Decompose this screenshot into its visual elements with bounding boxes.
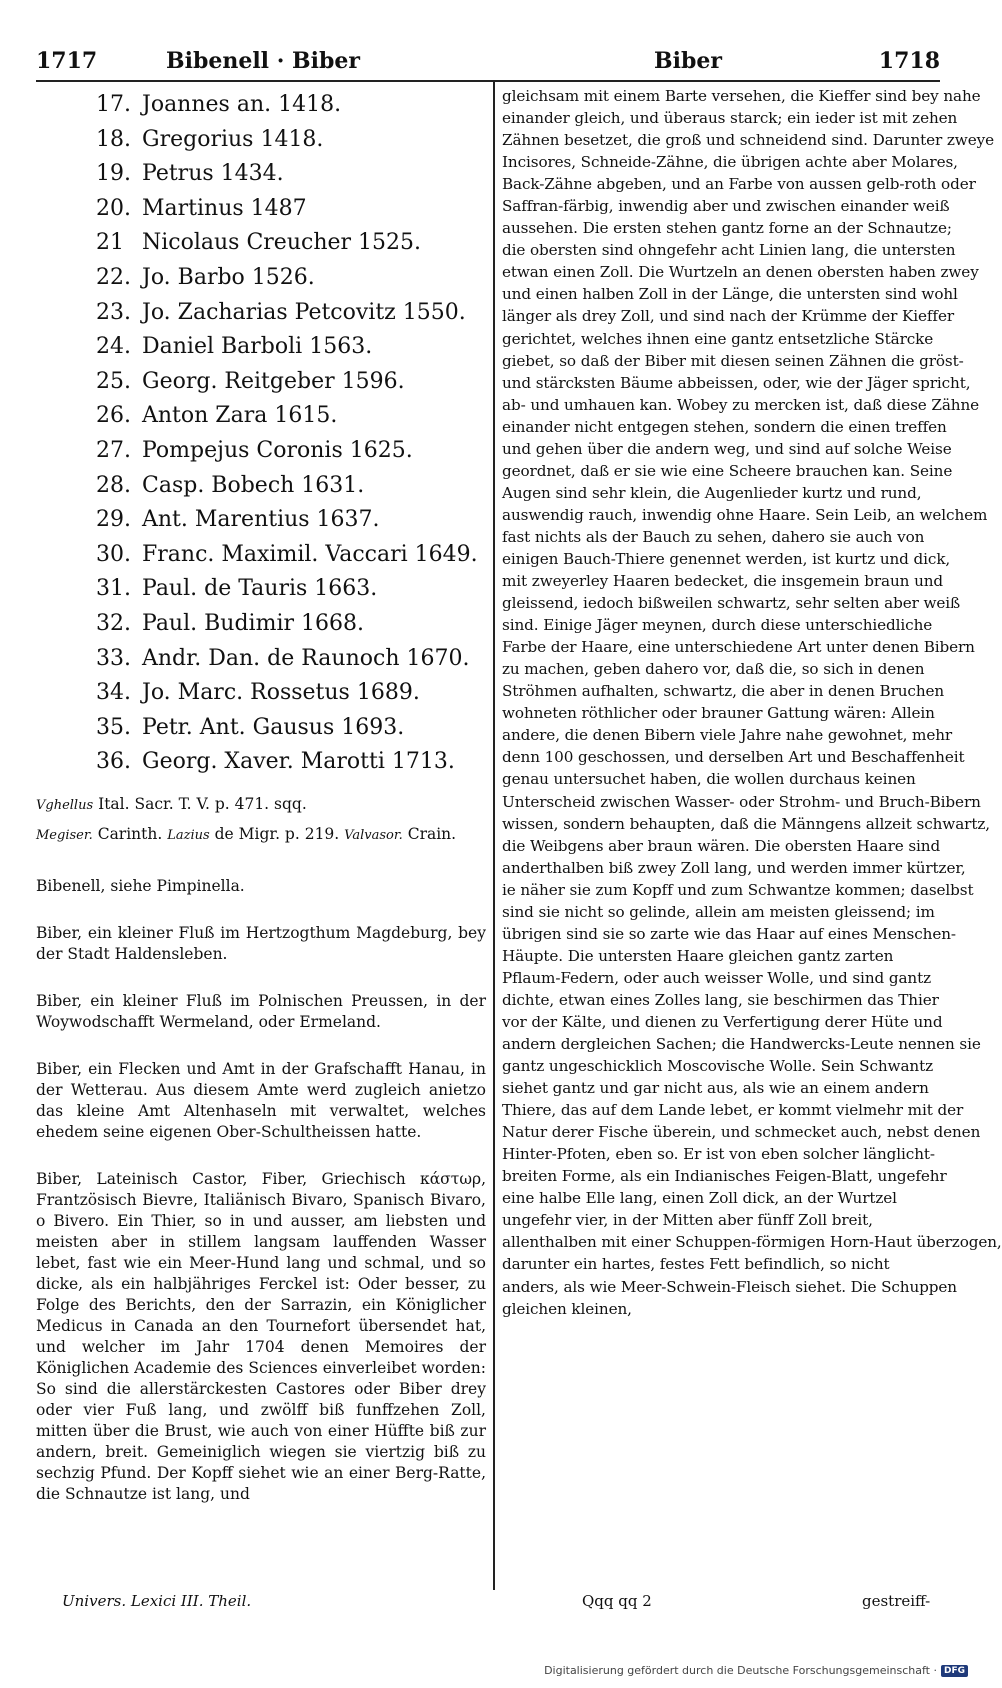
text-line: zu machen, geben dahero vor, daß die, so sich in denen [502,660,925,679]
text-line: gleissend, iedoch bißweilen schwartz, sehr selten aber weiß [502,594,961,613]
header-rule [36,80,940,82]
catchword: gestreiff- [862,1592,931,1610]
text-line: länger als drey Zoll, und sind nach der Krümme der Kieffer [502,307,954,326]
list-item: 20. Martinus 1487 [96,195,307,221]
list-item: 17. Joannes an. 1418. [96,92,342,117]
digitization-credit [544,1664,968,1677]
text-line: wissen, sondern behaupten, daß die Männgens allzeit schwartz, [502,814,990,833]
text-line: Ströhmen aufhalten, schwartz, die aber in denen Bruchen [502,682,945,701]
text-line: die obersten sind ohngefehr acht Linien lang, die untersten [502,241,956,260]
text-line: Back-Zähne abgeben, und an Farbe von aussen gelb-roth oder [502,175,976,194]
text-line: einander gleich, und überaus starck; ein ieder ist mit zehen [502,109,958,128]
credit-text: Digitalisierung gefördert durch die Deutsche Forschungsgemeinschaft · [544,1664,937,1677]
bishop-list [36,88,486,780]
list-item: 26. Anton Zara 1615. [96,403,338,429]
left-running-head: Bibenell · Biber [166,48,360,74]
text-line: gleichsam mit einem Barte versehen, die Kieffer sind bey nahe [502,87,981,105]
volume-footer: Univers. Lexici III. Theil. [62,1592,252,1610]
list-item: 25. Georg. Reitgeber 1596. [96,368,405,394]
right-page-number: 1718 [878,48,940,74]
text-line: gerichtet, welches ihnen eine gantz entsetzliche Stärcke [502,329,934,348]
text-line: anderthalben biß zwey Zoll lang, und werden immer kürtzer, [502,858,966,877]
text-line: Thiere, das auf dem Lande lebet, er kommt vielmehr mit der [502,1101,964,1120]
entry-biber-animal: Biber, Lateinisch Castor, Fiber, Griechisch κάστωρ, Frantzösisch Bievre, Italiänisch Bivaro, Spanisch Bivaro, o Bivero. Ein Thier, so in und ausser, am liebsten und meisten aber in stillem langsam lauffenden Wasser lebet, fast wie ein Meer-Hund lang und schmal, und so dicke, als ein halbjähriges Ferckel ist: Oder besser, zu Folge des Berichts, den der Sarrazin, ein Königlicher Medicus in Canada an den Tournefort übersendet hat, und welcher im Jahr 1704 denen Memoires der Königlichen Academie des Sciences einverleibet worden: So sind die allerstärckesten Castores oder Biber drey oder vier Fuß lang, und zwölff biß funffzehen Zoll, mitten über die Brust, wie auch von einer Hüffte biß zur andern, breit. Gemeiniglich wiegen sie viertzig biß zu sechzig Pfund. Der Kopff siehet wie an einer Berg-Ratte, die Schnautze ist lang, und [36,1169,486,1503]
right-running-head: Biber [654,48,722,74]
list-item: 24. Daniel Barboli 1563. [96,334,373,360]
list-item: 36. Georg. Xaver. Marotti 1713. [96,749,455,775]
text-line: allenthalben mit einer Schuppen-förmigen Horn-Haut überzogen, [502,1233,1002,1252]
list-item: 30. Franc. Maximil. Vaccari 1649. [96,541,478,567]
right-column [502,85,1002,1320]
list-item: 34. Jo. Marc. Rossetus 1689. [96,680,420,706]
text-line: übrigen sind sie so zarte wie das Haar auf eines Menschen- [502,924,956,943]
text-line: sind sie nicht so gelinde, allein am meisten gleissend; im [502,902,935,921]
list-item: 28. Casp. Bobech 1631. [96,472,365,498]
list-item: 23. Jo. Zacharias Petcovitz 1550. [96,299,466,325]
text-line: breiten Forme, als ein Indianisches Feigen-Blatt, ungefehr [502,1167,947,1186]
text-line: sind. Einige Jäger meynen, durch diese unterschiedliche [502,616,933,635]
text-line: anders, als wie Meer-Schwein-Fleisch siehet. Die Schuppen [502,1277,957,1296]
list-item: 19. Petrus 1434. [96,161,284,187]
text-line: dichte, etwan eines Zolles lang, sie beschirmen das Thier [502,990,939,1009]
text-line: einander nicht entgegen stehen, sondern die einen treffen [502,417,947,436]
column-divider [493,80,495,1590]
text-line: darunter ein hartes, festes Fett befindlich, so nicht [502,1255,890,1274]
list-item: 18. Gregorius 1418. [96,126,324,152]
text-line: andere, die denen Bibern viele Jahre nahe gewohnet, mehr [502,726,953,745]
entry-biber-hanau: Biber, ein Flecken und Amt in der Grafschafft Hanau, in der Wetterau. Aus diesem Amte werd zugleich anietzo das kleine Amt Altenhaseln mit verwaltet, welches ehedem seine eigenen Ober-Schultheissen hatte. [36,1059,486,1141]
entry-bibenell: Bibenell, siehe Pimpinella. [36,876,245,895]
entry-biber-river-magdeburg: Biber, ein kleiner Fluß im Hertzogthum Magdeburg, bey der Stadt Haldensleben. [36,923,486,963]
text-line: andern dergleichen Sachen; die Handwercks-Leute nennen sie [502,1035,981,1054]
list-item: 22. Jo. Barbo 1526. [96,264,315,290]
text-line: die Weibgens aber braun wären. Die obersten Haare sind [502,836,941,855]
text-line: Augen sind sehr klein, die Augenlieder kurtz und rund, [502,483,922,502]
dfg-logo: DFG [941,1665,968,1677]
list-item: 31. Paul. de Tauris 1663. [96,576,378,602]
text-line: Natur derer Fische überein, und schmecket auch, nebst denen [502,1123,981,1142]
text-line: und stärcksten Bäume abbeissen, oder, wie der Jäger spricht, [502,373,971,392]
text-line: mit zweyerley Haaren bedecket, die insgemein braun und [502,572,944,591]
list-item: 32. Paul. Budimir 1668. [96,610,364,636]
text-line: gleichen kleinen, [502,1299,632,1318]
page-header [36,48,940,78]
text-line: auswendig rauch, inwendig ohne Haare. Sein Leib, an welchem [502,505,988,524]
list-item: 29. Ant. Marentius 1637. [96,507,380,533]
text-line: geordnet, daß er sie wie eine Scheere brauchen kan. Seine [502,461,953,480]
text-line: etwan einen Zoll. Die Wurtzeln an denen obersten haben zwey [502,263,979,282]
left-page-number: 1717 [36,48,98,74]
text-line: giebet, so daß der Biber mit diesen seinen Zähnen die gröst- [502,351,964,370]
text-line: und einen halben Zoll in der Länge, die untersten sind wohl [502,285,958,304]
entry-biber-river-prussia: Biber, ein kleiner Fluß im Polnischen Preussen, in der Woywodschafft Wermeland, oder Ermeland. [36,991,486,1031]
list-item: 21 Nicolaus Creucher 1525. [96,230,421,256]
text-line: Farbe der Haare, eine unterschiedene Art unter denen Bibern [502,638,975,657]
list-item: 35. Petr. Ant. Gausus 1693. [96,714,405,740]
reference-megiser: Megiser. Carinth. Lazius de Migr. p. 219. Valvasor. Crain. [36,824,457,843]
text-line: fast nichts als der Bauch zu sehen, dahero sie auch von [502,527,925,546]
text-line: ungefehr vier, in der Mitten aber fünff Zoll breit, [502,1211,873,1230]
text-line: einigen Bauch-Thiere genennet werden, ist kurtz und dick, [502,549,951,568]
text-line: eine halbe Elle lang, einen Zoll dick, an der Wurtzel [502,1189,897,1208]
text-line: Häupte. Die untersten Haare gleichen gantz zarten [502,946,894,965]
text-line: Pflaum-Federn, oder auch weisser Wolle, und sind gantz [502,968,932,987]
signature-mark: Qqq qq 2 [582,1592,652,1610]
text-line: ab- und umhauen kan. Wobey zu mercken ist, daß diese Zähne [502,395,980,414]
text-line: Unterscheid zwischen Wasser- oder Strohm- und Bruch-Bibern [502,792,981,811]
text-line: siehet gantz und gar nicht aus, als wie an einem andern [502,1079,929,1098]
list-item: 27. Pompejus Coronis 1625. [96,437,413,463]
text-line: gantz ungeschicklich Moscovische Wolle. Sein Schwantz [502,1057,933,1076]
text-line: Incisores, Schneide-Zähne, die übrigen achte aber Molares, [502,153,958,172]
text-line: und gehen über die andern weg, und sind auf solche Weise [502,439,952,458]
text-line: Hinter-Pfoten, eben so. Er ist von eben solcher länglicht- [502,1145,935,1164]
text-line: ie näher sie zum Kopff und zum Schwantze kommen; daselbst [502,880,974,899]
text-line: aussehen. Die ersten stehen gantz forne an der Schnautze; [502,219,952,238]
list-item: 33. Andr. Dan. de Raunoch 1670. [96,645,470,671]
text-line: wohneten röthlicher oder brauner Gattung wären: Allein [502,704,935,723]
text-line: denn 100 geschossen, und derselben Art und Beschaffenheit [502,748,965,767]
text-line: Zähnen besetzet, die groß und schneidend sind. Darunter zweye [502,131,994,150]
text-line: Saffran-färbig, inwendig aber und zwischen einander weiß [502,197,950,216]
text-line: vor der Kälte, und dienen zu Verfertigung derer Hüte und [502,1012,943,1031]
left-column [36,88,486,1531]
text-line: genau untersuchet haben, die wollen durchaus keinen [502,770,916,789]
reference-ughelli: Vghellus Ital. Sacr. T. V. p. 471. sqq. [36,794,307,813]
